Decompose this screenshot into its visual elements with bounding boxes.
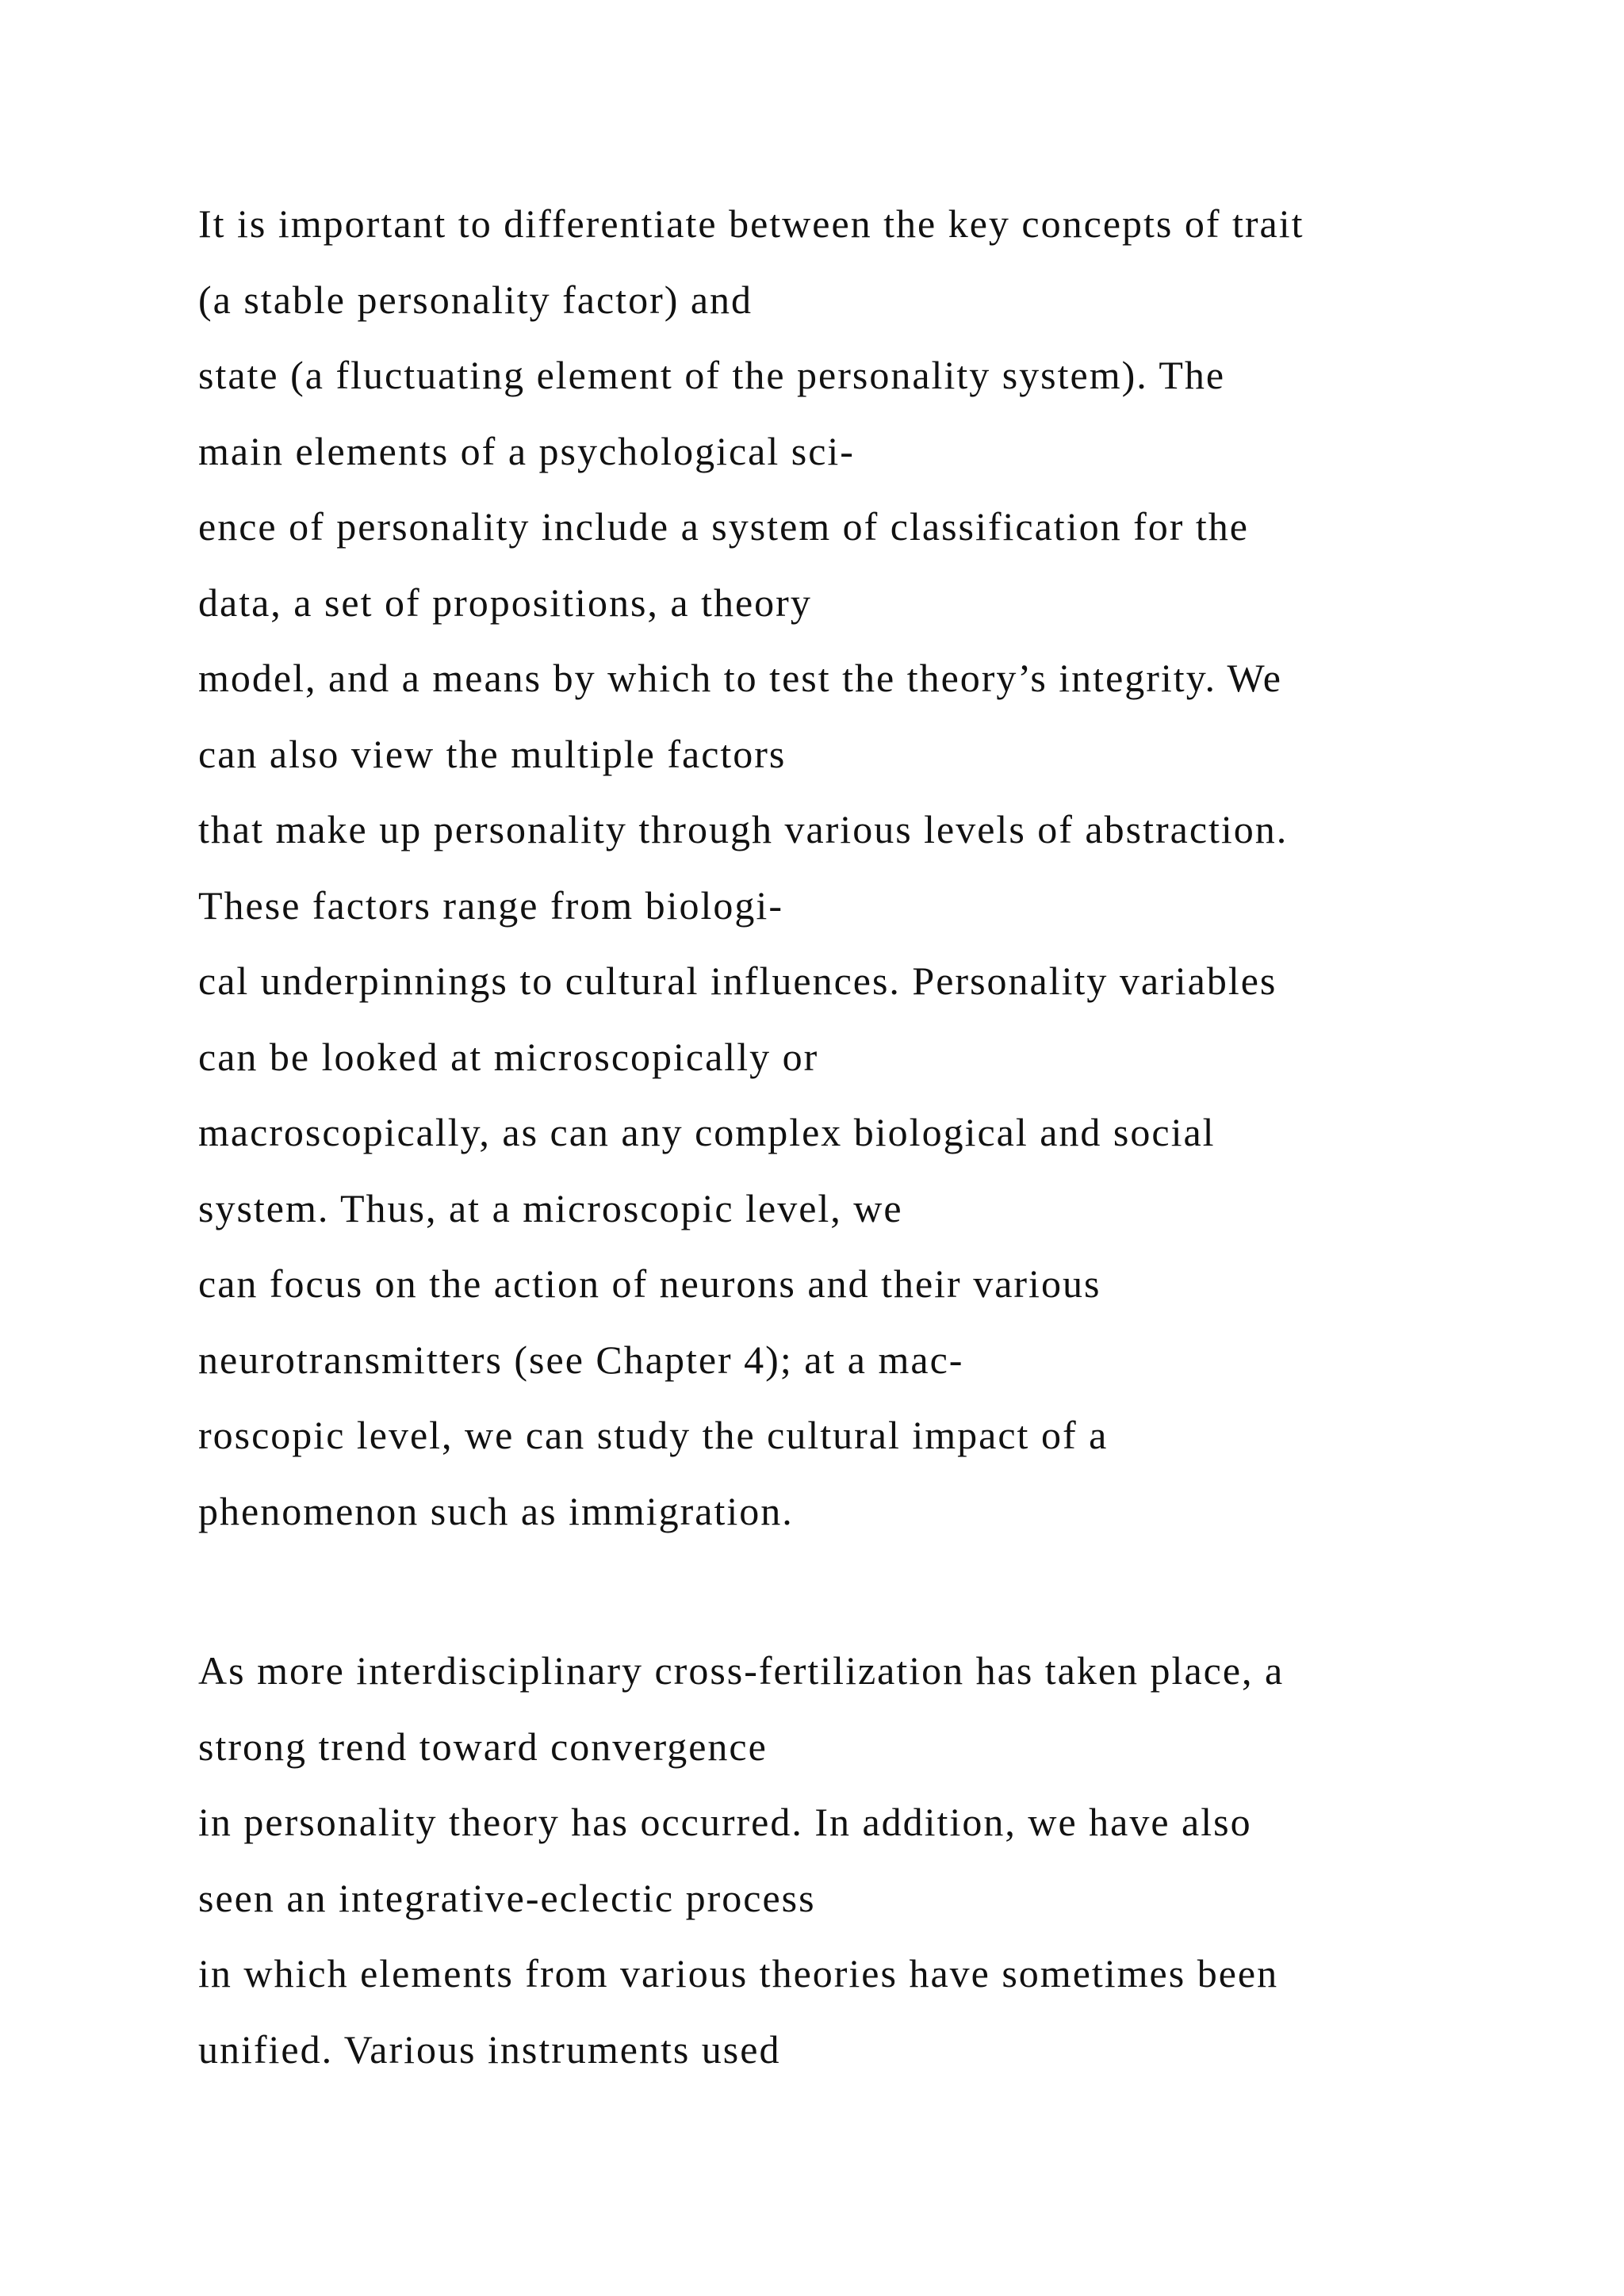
text-line: can focus on the action of neurons and their various <box>198 1261 1101 1306</box>
text-line: neurotransmitters (see Chapter 4); at a mac- <box>198 1337 964 1382</box>
text-line: (a stable personality factor) and <box>198 277 753 322</box>
text-line: system. Thus, at a microscopic level, we <box>198 1185 903 1230</box>
text-line: main elements of a psychological sci- <box>198 428 855 473</box>
text-line: model, and a means by which to test the theory’s integrity. We <box>198 656 1282 700</box>
text-line: As more interdisciplinary cross-fertilization has taken place, a <box>198 1648 1285 1693</box>
text-line: It is important to differentiate between the key concepts of trait <box>198 201 1304 246</box>
text-line: phenomenon such as immigration. <box>198 1488 794 1533</box>
text-line: roscopic level, we can study the cultural impact of a <box>198 1413 1109 1457</box>
text-line: that make up personality through various levels of abstraction. <box>198 807 1289 851</box>
paragraph-2 <box>198 1633 1546 2087</box>
text-line: ence of personality include a system of classification for the <box>198 504 1249 549</box>
text-line: unified. Various instruments used <box>198 2026 781 2072</box>
text-line: data, a set of propositions, a theory <box>198 580 812 625</box>
text-line: strong trend toward convergence <box>198 1724 768 1769</box>
text-line: state (a fluctuating element of the personality system). The <box>198 353 1226 397</box>
paragraph-1 <box>198 186 1546 1549</box>
text-line: These factors range from biologi- <box>198 882 783 928</box>
text-line: in which elements from various theories have sometimes been <box>198 1951 1279 1996</box>
text-line: can be looked at microscopically or <box>198 1034 819 1079</box>
text-line: seen an integrative-eclectic process <box>198 1875 816 1920</box>
text-line: can also view the multiple factors <box>198 731 787 776</box>
text-line: in personality theory has occurred. In addition, we have also <box>198 1800 1252 1844</box>
text-line: macroscopically, as can any complex biological and social <box>198 1110 1216 1154</box>
text-line: cal underpinnings to cultural influences. Personality variables <box>198 959 1277 1003</box>
